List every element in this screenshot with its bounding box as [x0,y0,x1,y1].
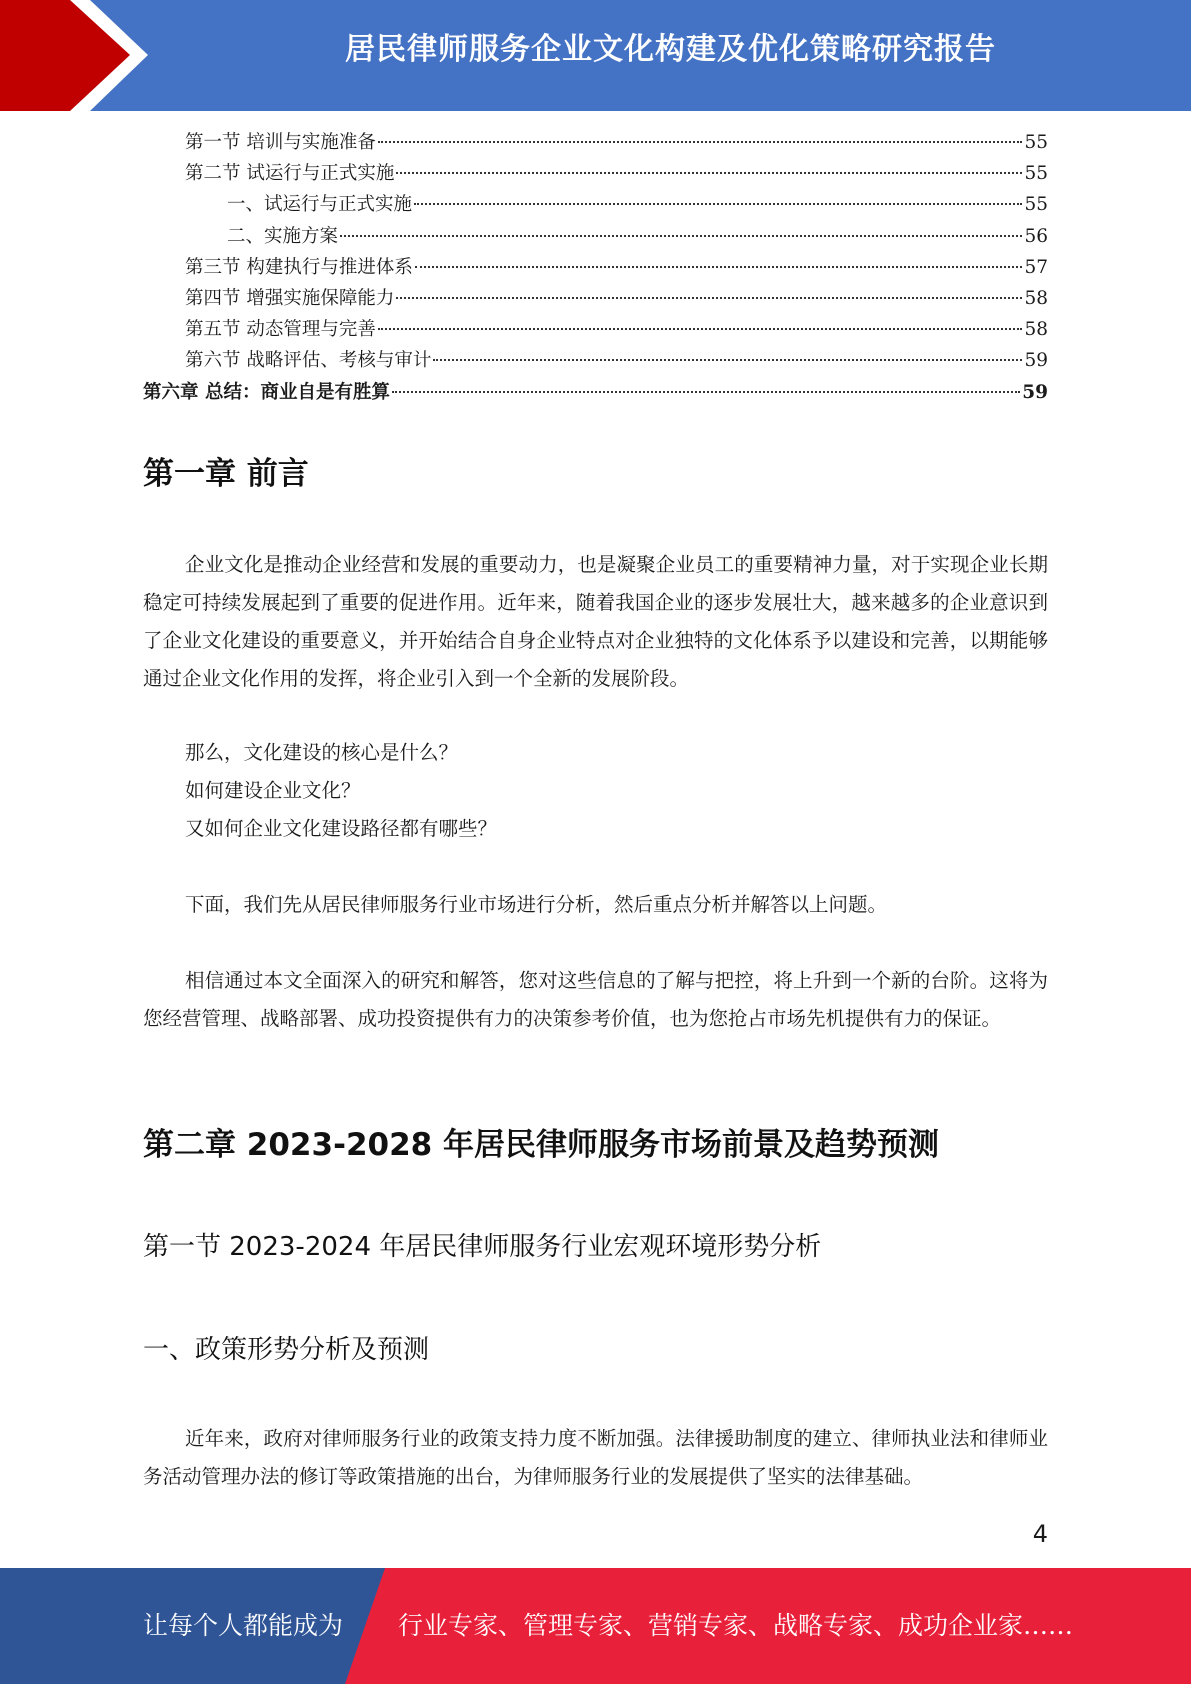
toc-entry-page: 56 [1024,225,1048,247]
toc-entry-label: 第一节 培训与实施准备 [185,132,376,153]
toc-entry-label: 第二节 试运行与正式实施 [185,163,395,185]
question-line: 又如何企业文化建设路径都有哪些？ [185,817,498,840]
question-line: 如何建设企业文化？ [185,779,361,802]
toc-leader-dots [396,172,1022,174]
toc-entry-page: 58 [1024,287,1048,309]
toc-entry-label: 二、实施方案 [227,225,339,247]
toc-leader-dots [378,141,1023,143]
toc-entry-label: 第五节 动态管理与完善 [185,319,376,341]
toc-entry-page: 55 [1024,194,1048,216]
toc-entry-page: 59 [1022,381,1048,403]
toc-entry[interactable] [143,128,1048,159]
toc-entry[interactable] [143,378,1048,409]
toc-entry[interactable] [143,346,1048,377]
body-paragraph: 下面，我们先从居民律师服务行业市场进行分析，然后重点分析并解答以上问题。 [185,893,888,916]
toc-entry-label: 第三节 构建执行与推进体系 [185,256,413,278]
body-paragraph: 相信通过本文全面深入的研究和解答，您对这些信息的了解与把控，将上升到一个新的台阶。这将为您经营管理、战略部署、成功投资提供有力的决策参考价值，也为您抢占市场先机提供有力的保证。 [143,969,1048,1030]
toc-entry-page: 55 [1024,163,1048,185]
body-paragraph: 近年来，政府对律师服务行业的政策支持力度不断加强。法律援助制度的建立、律师执业法和律师业务活动管理办法的修订等政策措施的出台，为律师服务行业的发展提供了坚实的法律基础。 [143,1427,1048,1488]
toc-entry-page: 55 [1024,132,1048,153]
footer-slogan-left: 让每个人都能成为 [143,1611,344,1640]
toc-leader-dots [378,328,1023,330]
table-of-contents [143,128,1048,409]
page-footer [0,1568,1191,1684]
toc-entry-label: 第六章 总结：商业自是有胜算 [143,381,390,403]
question-line: 那么，文化建设的核心是什么？ [185,741,459,764]
toc-entry-page: 57 [1024,256,1048,278]
toc-entry-label: 一、试运行与正式实施 [227,194,413,216]
subsection-heading: 一、政策形势分析及预测 [143,1335,430,1365]
toc-entry-page: 59 [1024,350,1048,372]
toc-entry-page: 58 [1024,319,1048,341]
chapter-heading: 第一章 前言 [143,456,309,492]
toc-entry-label: 第四节 增强实施保障能力 [185,287,395,309]
toc-entry[interactable] [143,253,1048,284]
toc-leader-dots [414,203,1022,205]
body-paragraph: 企业文化是推动企业经营和发展的重要动力，也是凝聚企业员工的重要精神力量，对于实现企业长期稳定可持续发展起到了重要的促进作用。近年来，随着我国企业的逐步发展壮大，越来越多的企业意识到了企业文化建设的重要意义，并开始结合自身企业特点对企业独特的文化体系予以建设和完善，以期能够通过企业文化作用的发挥，将企业引入到一个全新的发展阶段。 [143,553,1048,690]
toc-leader-dots [433,359,1022,361]
toc-leader-dots [415,266,1023,268]
chapter-heading: 第二章 2023-2028 年居民律师服务市场前景及趋势预测 [143,1127,940,1163]
toc-entry[interactable] [143,159,1048,190]
page-header [0,0,1191,111]
toc-leader-dots [392,391,1020,393]
section-heading: 第一节 2023-2024 年居民律师服务行业宏观环境形势分析 [143,1232,822,1262]
toc-entry[interactable] [143,315,1048,346]
toc-entry[interactable] [143,190,1048,221]
toc-entry[interactable] [143,284,1048,315]
header-title: 居民律师服务企业文化构建及优化策略研究报告 [345,32,996,67]
footer-slogan-right: 行业专家、管理专家、营销专家、战略专家、成功企业家…… [398,1611,1074,1640]
page-number: 4 [1032,1520,1048,1548]
toc-entry[interactable] [143,222,1048,253]
toc-entry-label: 第六节 战略评估、考核与审计 [185,350,432,372]
toc-leader-dots [340,235,1022,237]
toc-leader-dots [396,297,1022,299]
